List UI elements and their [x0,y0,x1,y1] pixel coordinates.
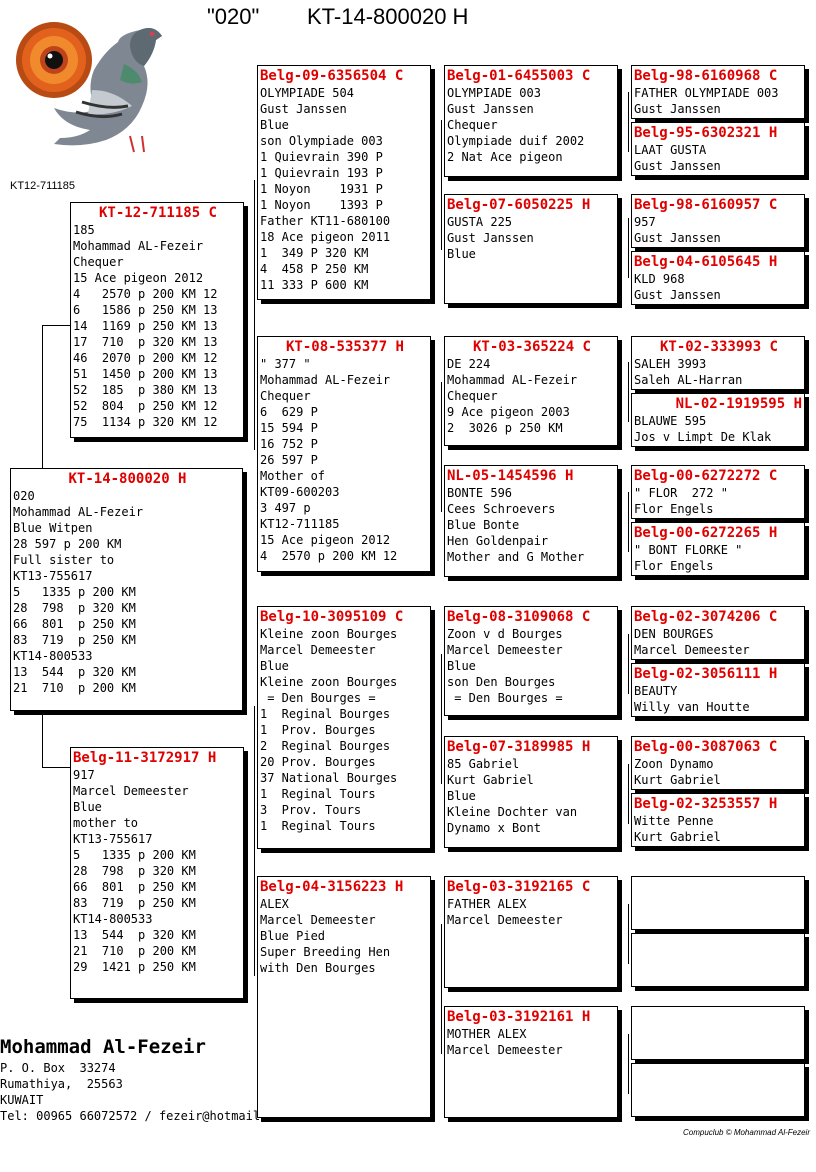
detail-line: Gust Janssen [634,159,721,173]
pigeon-details [634,756,804,788]
detail-line: 75 1134 p 320 KM 12 [73,415,218,429]
ring-number: Belg-01-6455003 C [447,68,591,84]
footer-credit: Compuclub © Mohammad Al-Fezeir [683,1128,810,1137]
ring-number: NL-02-1919595 H [675,396,802,412]
detail-line: Marcel Demeester [73,784,189,798]
pigeon-details [447,756,617,836]
ancestor-card-g2 [631,122,805,176]
detail-line: = Den Bourges = [260,691,376,705]
detail-line: Flor Engels [634,559,714,573]
pigeon-details [634,683,804,715]
detail-line: Hen Goldenpair [447,534,549,548]
detail-line: 15 Ace pigeon 2012 [73,271,204,285]
detail-line: mother to [73,816,139,830]
detail-line: son Den Bourges [447,675,556,689]
pigeon-details [73,222,243,430]
pigeon-details [447,85,617,165]
detail-line: 29 1421 p 250 KM [73,960,196,974]
connector-father-parents [254,180,255,450]
detail-line: Blue Witpen [13,521,93,535]
detail-line: Marcel Demeester [634,643,750,657]
pigeon-details [260,356,430,564]
detail-line: 83 719 p 250 KM [13,633,136,647]
detail-line: Blue Bonte [447,518,520,532]
detail-line: 11 333 P 600 KM [260,278,369,292]
ring-number: Belg-07-3189985 H [447,739,591,755]
detail-line: DEN BOURGES [634,627,714,641]
subject-pigeon-card [10,468,243,711]
detail-line: Blue [447,659,476,673]
ancestor-card-g13 [631,876,805,930]
detail-line: Blue Pied [260,929,326,943]
detail-line: 20 Prov. Bourges [260,755,376,769]
detail-line: Mohammad AL-Fezeir [260,373,391,387]
pigeon-details [634,356,804,388]
detail-line: 28 597 p 200 KM [13,537,122,551]
detail-line: Dynamo x Bont [447,821,541,835]
detail-line: LAAT GUSTA [634,143,707,157]
connector-mf-parents [441,654,442,784]
detail-line: 28 798 p 320 KM [73,864,196,878]
ancestor-card-g12 [631,793,805,847]
detail-line: Mohammad AL-Fezeir [13,505,144,519]
detail-line: Saleh AL-Harran [634,373,743,387]
connector-to-father [42,325,70,326]
ancestor-card-g9 [631,606,805,660]
detail-line: Marcel Demeester [260,643,376,657]
detail-line: Cees Schroevers [447,502,556,516]
ancestor-card-g10 [631,663,805,717]
detail-line: 83 719 p 250 KM [73,896,196,910]
detail-line: 020 [13,489,35,503]
detail-line: Blue [260,659,289,673]
pigeon-details [260,626,430,834]
granddam-maternal-card [257,876,431,1118]
detail-line: KT14-800533 [13,649,93,663]
pigeon-details [447,356,617,436]
pigeon-details [634,813,804,845]
ancestor-card-mmf [444,876,618,988]
pigeon-details [260,896,430,976]
pigeon-details [447,896,617,928]
connector-fm-parents [441,382,442,512]
pigeon-details [634,542,804,574]
ancestor-card-fmm [444,465,618,577]
detail-line: Zoon v d Bourges [447,627,563,641]
detail-line: Zoon Dynamo [634,757,714,771]
detail-line: 1 Quievrain 193 P [260,166,383,180]
detail-line: 17 710 p 320 KM 13 [73,335,218,349]
detail-line: Blue [447,247,476,261]
grandsire-maternal-card [257,606,431,849]
detail-line: 1 Reginal Tours [260,819,376,833]
sire-card [70,202,244,438]
detail-line: Mother of [260,469,326,483]
detail-line: 5 1335 p 200 KM [13,585,136,599]
detail-line: Chequer [447,389,498,403]
detail-line: KT13-755617 [73,832,153,846]
detail-line: Marcel Demeester [447,643,563,657]
ring-number: Belg-00-3087063 C [634,739,778,755]
detail-line: 51 1450 p 200 KM 13 [73,367,218,381]
granddam-paternal-card [257,336,431,572]
pigeon-details [73,767,243,975]
pigeon-details [634,214,804,246]
detail-line: 4 2570 p 200 KM 12 [73,287,218,301]
ancestor-card-ffm [444,194,618,304]
grandsire-paternal-card [257,65,431,300]
connector-g7 [628,904,629,964]
detail-line: 4 458 P 250 KM [260,262,369,276]
detail-line: 66 801 p 250 KM [73,880,196,894]
photo-caption: KT12-711185 [10,180,76,192]
detail-line: KLD 968 [634,272,685,286]
detail-line: Marcel Demeester [260,913,376,927]
detail-line: 2 Reginal Bourges [260,739,391,753]
detail-line: 52 804 p 250 KM 12 [73,399,218,413]
connector-g5 [628,634,629,694]
detail-line: Kurt Gabriel [634,830,721,844]
detail-line: = Den Bourges = [447,691,563,705]
detail-line: Jos v Limpt De Klak [634,430,772,444]
detail-line: Gust Janssen [447,102,534,116]
detail-line: 9 Ace pigeon 2003 [447,405,570,419]
detail-line: FATHER OLYMPIADE 003 [634,86,779,100]
detail-line: 21 710 p 200 KM [73,944,196,958]
detail-line: 4 2570 p 200 KM 12 [260,549,398,563]
detail-line: Kurt Gabriel [634,773,721,787]
owner-name: Mohammad Al-Fezeir [0,1036,206,1058]
pigeon-details [634,271,804,303]
detail-line: 1 Quievrain 390 P [260,150,383,164]
detail-line: 6 629 P [260,405,318,419]
ring-number: Belg-09-6356504 C [260,68,404,84]
ring-number: KT-02-333993 C [659,339,778,355]
detail-line: 26 597 P [260,453,318,467]
detail-line: Kleine zoon Bourges [260,675,398,689]
detail-line: 15 594 P [260,421,318,435]
pigeon-details [260,85,430,293]
connector-mm-parents [441,924,442,1054]
detail-line: 52 185 p 380 KM 13 [73,383,218,397]
owner-contact: Tel: 00965 66072572 / fezeir@hotmail. [0,1109,268,1123]
detail-line: 2 Nat Ace pigeon [447,150,563,164]
detail-line: FATHER ALEX [447,897,527,911]
detail-line: BEAUTY [634,684,678,698]
ancestor-card-fmf [444,336,618,446]
detail-line: Gust Janssen [634,102,721,116]
detail-line: 1 Reginal Tours [260,787,376,801]
detail-line: KT12-711185 [260,517,340,531]
ring-number: Belg-04-6105645 H [634,254,778,270]
detail-line: Flor Engels [634,502,714,516]
detail-line: Gust Janssen [634,231,721,245]
detail-line: Blue [260,118,289,132]
ancestor-card-g15 [631,1006,805,1060]
detail-line: 3 Prov. Tours [260,803,362,817]
pigeon-with-eye-photo [12,12,172,162]
detail-line: Willy van Houtte [634,700,750,714]
detail-line: 1 349 P 320 KM [260,246,369,260]
connector-g8 [628,1034,629,1094]
ring-number: KT-03-365224 C [472,339,591,355]
ring-number: Belg-02-3074206 C [634,609,778,625]
detail-line: KT09-600203 [260,485,340,499]
connector-g2 [628,218,629,278]
detail-line: Kleine zoon Bourges [260,627,398,641]
detail-line: Chequer [73,255,124,269]
detail-line: Blue [73,800,102,814]
detail-line: Kurt Gabriel [447,773,534,787]
detail-line: Super Breeding Hen [260,945,391,959]
ancestor-card-mff [444,606,618,716]
detail-line: 1 Noyon 1393 P [260,198,383,212]
detail-line: 15 Ace pigeon 2012 [260,533,391,547]
detail-line: 1 Prov. Bourges [260,723,376,737]
detail-line: 28 798 p 320 KM [13,601,136,615]
pigeon-details [634,485,804,517]
ring-number: Belg-10-3095109 C [260,609,404,625]
ring-number: NL-05-1454596 H [447,468,574,484]
detail-line: 1 Reginal Bourges [260,707,391,721]
ring-number: KT-14-800020 H [68,471,187,487]
detail-line: Olympiade duif 2002 [447,134,585,148]
detail-line: Kleine Dochter van [447,805,578,819]
ancestor-card-g6 [631,393,805,447]
ring-number: Belg-00-6272265 H [634,525,778,541]
detail-line: with Den Bourges [260,961,376,975]
ancestor-card-g8 [631,522,805,576]
owner-address-line-2: Rumathiya, 25563 [0,1077,123,1091]
ring-number: Belg-08-3109068 C [447,609,591,625]
ring-number: Belg-95-6302321 H [634,125,778,141]
detail-line: 1 Noyon 1931 P [260,182,383,196]
owner-address-line-1: P. O. Box 33274 [0,1061,116,1075]
detail-line: 21 710 p 200 KM [13,681,136,695]
pigeon-details [447,1026,617,1058]
connector-ff-parents [441,120,442,250]
pigeon-details [447,485,617,565]
detail-line: Chequer [447,118,498,132]
ancestor-card-g14 [631,933,805,987]
ancestor-card-g16 [631,1063,805,1117]
pigeon-name-title: "020" [207,4,260,29]
ancestor-card-mfm [444,736,618,848]
pigeon-details [634,413,804,445]
detail-line: 13 544 p 320 KM [73,928,196,942]
pigeon-details [447,214,617,262]
detail-line: " BONT FLORKE " [634,543,743,557]
connector-g3 [628,362,629,422]
detail-line: SALEH 3993 [634,357,707,371]
detail-line: Gust Janssen [447,231,534,245]
ancestor-card-g5 [631,336,805,390]
detail-line: Chequer [260,389,311,403]
connector-mother-parents [254,706,255,976]
ring-number: Belg-98-6160968 C [634,68,778,84]
detail-line: " 377 " [260,357,311,371]
detail-line: Mohammad AL-Fezeir [447,373,578,387]
detail-line: Gust Janssen [634,288,721,302]
ancestor-card-g11 [631,736,805,790]
pigeon-ring-title: KT-14-800020 H [307,4,469,29]
detail-line: KT13-755617 [13,569,93,583]
detail-line: KT14-800533 [73,912,153,926]
detail-line: Marcel Demeester [447,1043,563,1057]
detail-line: GUSTA 225 [447,215,513,229]
ring-number: Belg-02-3253557 H [634,796,778,812]
detail-line: 46 2070 p 200 KM 12 [73,351,218,365]
detail-line: 85 Gabriel [447,757,520,771]
detail-line: 917 [73,768,95,782]
detail-line: 5 1335 p 200 KM [73,848,196,862]
dam-card [70,747,244,999]
connector-to-mother [42,767,70,768]
detail-line: Full sister to [13,553,115,567]
detail-line: 6 1586 p 250 KM 13 [73,303,218,317]
detail-line: DE 224 [447,357,491,371]
connector-g1 [628,92,629,152]
ring-number: Belg-00-6272272 C [634,468,778,484]
ring-number: Belg-02-3056111 H [634,666,778,682]
detail-line: 2 3026 p 250 KM [447,421,563,435]
detail-line: 13 544 p 320 KM [13,665,136,679]
detail-line: 185 [73,223,95,237]
ring-number: Belg-07-6050225 H [447,197,591,213]
ancestor-card-g4 [631,251,805,305]
ring-number: KT-12-711185 C [98,205,217,221]
pigeon-details [13,488,242,696]
detail-line: BLAUWE 595 [634,414,707,428]
ancestor-card-g7 [631,465,805,519]
detail-line: 3 497 p [260,501,311,515]
connector-g4 [628,492,629,552]
ring-number: KT-08-535377 H [285,339,404,355]
detail-line: Mohammad AL-Fezeir [73,239,204,253]
connector-g6 [628,764,629,824]
ancestor-card-g3 [631,194,805,248]
pigeon-details [634,626,804,658]
detail-line: ALEX [260,897,289,911]
detail-line: Gust Janssen [260,102,347,116]
detail-line: Father KT11-680100 [260,214,391,228]
detail-line: 16 752 P [260,437,318,451]
ring-number: Belg-98-6160957 C [634,197,778,213]
detail-line: Witte Penne [634,814,714,828]
owner-country: KUWAIT [0,1093,44,1107]
detail-line: " FLOR 272 " [634,486,728,500]
detail-line: Mother and G Mother [447,550,585,564]
detail-line: BONTE 596 [447,486,513,500]
ring-number: Belg-03-3192161 H [447,1009,591,1025]
ancestor-card-fff [444,65,618,177]
detail-line: 18 Ace pigeon 2011 [260,230,391,244]
detail-line: 66 801 p 250 KM [13,617,136,631]
detail-line: 957 [634,215,656,229]
detail-line: 37 National Bourges [260,771,398,785]
pigeon-details [447,626,617,706]
ring-number: Belg-11-3172917 H [73,750,217,766]
ancestor-card-g1 [631,65,805,119]
detail-line: Marcel Demeester [447,913,563,927]
detail-line: MOTHER ALEX [447,1027,527,1041]
ancestor-card-mmm [444,1006,618,1118]
detail-line: OLYMPIADE 003 [447,86,541,100]
detail-line: 14 1169 p 250 KM 13 [73,319,218,333]
ring-number: Belg-03-3192165 C [447,879,591,895]
detail-line: Blue [447,789,476,803]
pigeon-details [634,142,804,174]
detail-line: OLYMPIADE 504 [260,86,354,100]
ring-number: Belg-04-3156223 H [260,879,404,895]
pigeon-details [634,85,804,117]
detail-line: son Olympiade 003 [260,134,383,148]
